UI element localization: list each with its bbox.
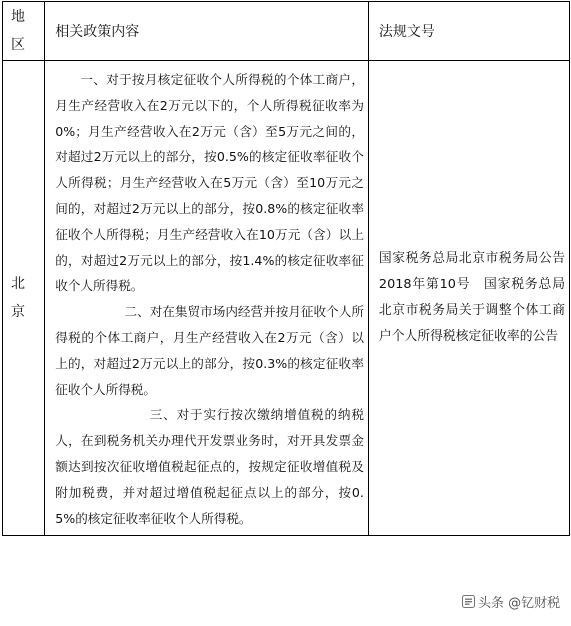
header-region-char-1: 地 bbox=[11, 9, 25, 25]
header-region-char-2: 区 bbox=[11, 37, 25, 53]
watermark bbox=[462, 592, 560, 611]
region-cell bbox=[3, 61, 45, 536]
policy-paragraph-1: 一、对于按月核定征收个人所得税的个体工商户，月生产经营收入在2万元以下的，个人所得税征收率为0%；月生产经营收入在2万元（含）至5万元之间的，对超过2万元以上的部分，按0.5%的核定征收率征收个人所得税；月生产经营收入在5万元（含）至10万元之间的，对超过2万元以上的部分，按0.8%的核定征收率征收个人所得税；月生产经营收入在10万元（含）以上的，对超过2万元以上的部分，按1.4%的核定征收率征收个人所得税。 bbox=[55, 72, 364, 294]
header-document: 法规文号 bbox=[368, 2, 569, 61]
policy-content-cell bbox=[45, 61, 369, 536]
toutiao-logo-icon bbox=[462, 595, 475, 608]
header-content: 相关政策内容 bbox=[45, 2, 369, 61]
policy-paragraph-3: 三、对于实行按次缴纳增值税的纳税人，在到税务机关办理代开发票业务时，对开具发票金额达到按次征收增值税起征点的，按规定征收增值税及附加税费，并对超过增值税起征点以上的部分，按0.5%的核定征收率征收个人所得税。 bbox=[55, 407, 364, 526]
table-header-row bbox=[3, 2, 570, 61]
region-char-1: 北 bbox=[11, 276, 25, 293]
policy-paragraph-2: 二、对在集贸市场内经营并按月征收个人所得税的个体工商户，月生产经营收入在2万元（含）以上的，对超过2万元以上的部分，按0.3%的核定征收率征收个人所得税。 bbox=[55, 304, 364, 397]
watermark-text: 头条 @钇财税 bbox=[478, 596, 561, 611]
policy-table bbox=[2, 1, 570, 536]
document-number-cell: 国家税务总局北京市税务局公告2018年第10号 国家税务总局北京市税务局关于调整个体工商户个人所得税核定征收率的公告 bbox=[368, 61, 569, 536]
region-char-2: 京 bbox=[11, 304, 25, 321]
header-region bbox=[3, 2, 45, 61]
table-row bbox=[3, 61, 570, 536]
